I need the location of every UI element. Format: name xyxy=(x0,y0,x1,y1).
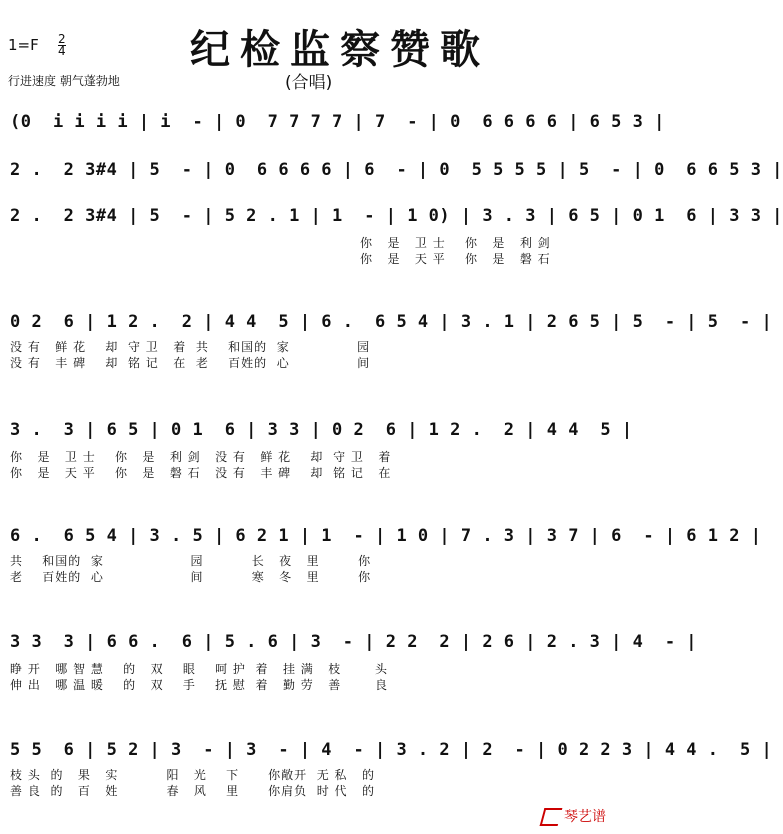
lyrics-line-7-verse2: 伸 出 哪 温 暖 的 双 手 抚 慰 着 勤 劳 善 良 xyxy=(10,678,388,692)
lyrics-line-4-verse2: 没 有 丰 碑 却 铭 记 在 老 百姓的 心 间 xyxy=(10,356,371,370)
score-line-2: 2 . 2 3#4 | 5 - | 0 6 6 6 6 | 6 - | 0 5 5 5 5 | 5 - | 0 6 6 5 3 | xyxy=(10,160,783,180)
time-signature xyxy=(58,34,66,57)
time-numerator: 2 xyxy=(58,32,66,46)
score-line-1: (0 i i i i | i - | 0 7 7 7 7 | 7 - | 0 6 6 6 6 | 6 5 3 | xyxy=(10,112,665,132)
score-line-3: 2 . 2 3#4 | 5 - | 5 2 . 1 | 1 - | 1 0) | 3 . 3 | 6 5 | 0 1 6 | 3 3 | xyxy=(10,206,783,226)
score-line-5: 3 . 3 | 6 5 | 0 1 6 | 3 3 | 0 2 6 | 1 2 . 2 | 4 4 5 | xyxy=(10,420,633,440)
lyrics-line-4-verse1: 没 有 鲜 花 却 守 卫 着 共 和国的 家 园 xyxy=(10,340,371,354)
time-denominator: 4 xyxy=(58,44,66,58)
lyrics-line-5-verse1: 你 是 卫 士 你 是 利 剑 没 有 鲜 花 却 守 卫 着 xyxy=(10,450,392,464)
score-line-4: 0 2 6 | 1 2 . 2 | 4 4 5 | 6 . 6 5 4 | 3 . 1 | 2 6 5 | 5 - | 5 - | xyxy=(10,312,773,332)
lyrics-line-6-verse2: 老 百姓的 心 间 寒 冬 里 你 xyxy=(10,570,372,584)
lyrics-line-8-verse2: 善 良 的 百 姓 春 风 里 你肩负 时 代 的 xyxy=(10,784,375,798)
logo-icon xyxy=(540,808,563,826)
score-line-6: 6 . 6 5 4 | 3 . 5 | 6 2 1 | 1 - | 1 0 | 7 . 3 | 3 7 | 6 - | 6 1 2 | xyxy=(10,526,762,546)
lyrics-line-8-verse1: 枝 头 的 果 实 阳 光 下 你敞开 无 私 的 xyxy=(10,768,375,782)
watermark-text: 琴艺谱 xyxy=(564,809,606,825)
lyrics-line-6-verse1: 共 和国的 家 园 长 夜 里 你 xyxy=(10,554,372,568)
lyrics-line-3-verse2: 你 是 天 平 你 是 磐 石 xyxy=(360,252,551,266)
lyrics-line-5-verse2: 你 是 天 平 你 是 磐 石 没 有 丰 碑 却 铭 记 在 xyxy=(10,466,392,480)
tempo-marking: 行进速度 朝气蓬勃地 xyxy=(8,74,120,88)
performance-note: (合唱) xyxy=(285,73,333,93)
song-title: 纪检监察赞歌 xyxy=(190,26,490,73)
site-watermark xyxy=(542,806,606,826)
lyrics-line-7-verse1: 睁 开 哪 智 慧 的 双 眼 呵 护 着 挂 满 枝 头 xyxy=(10,662,388,676)
lyrics-line-3-verse1: 你 是 卫 士 你 是 利 剑 xyxy=(360,236,551,250)
key-signature: 1=F xyxy=(8,36,39,54)
score-line-8: 5 5 6 | 5 2 | 3 - | 3 - | 4 - | 3 . 2 | 2 - | 0 2 2 3 | 4 4 . 5 | xyxy=(10,740,773,760)
score-line-7: 3 3 3 | 6 6 . 6 | 5 . 6 | 3 - | 2 2 2 | 2 6 | 2 . 3 | 4 - | xyxy=(10,632,698,652)
